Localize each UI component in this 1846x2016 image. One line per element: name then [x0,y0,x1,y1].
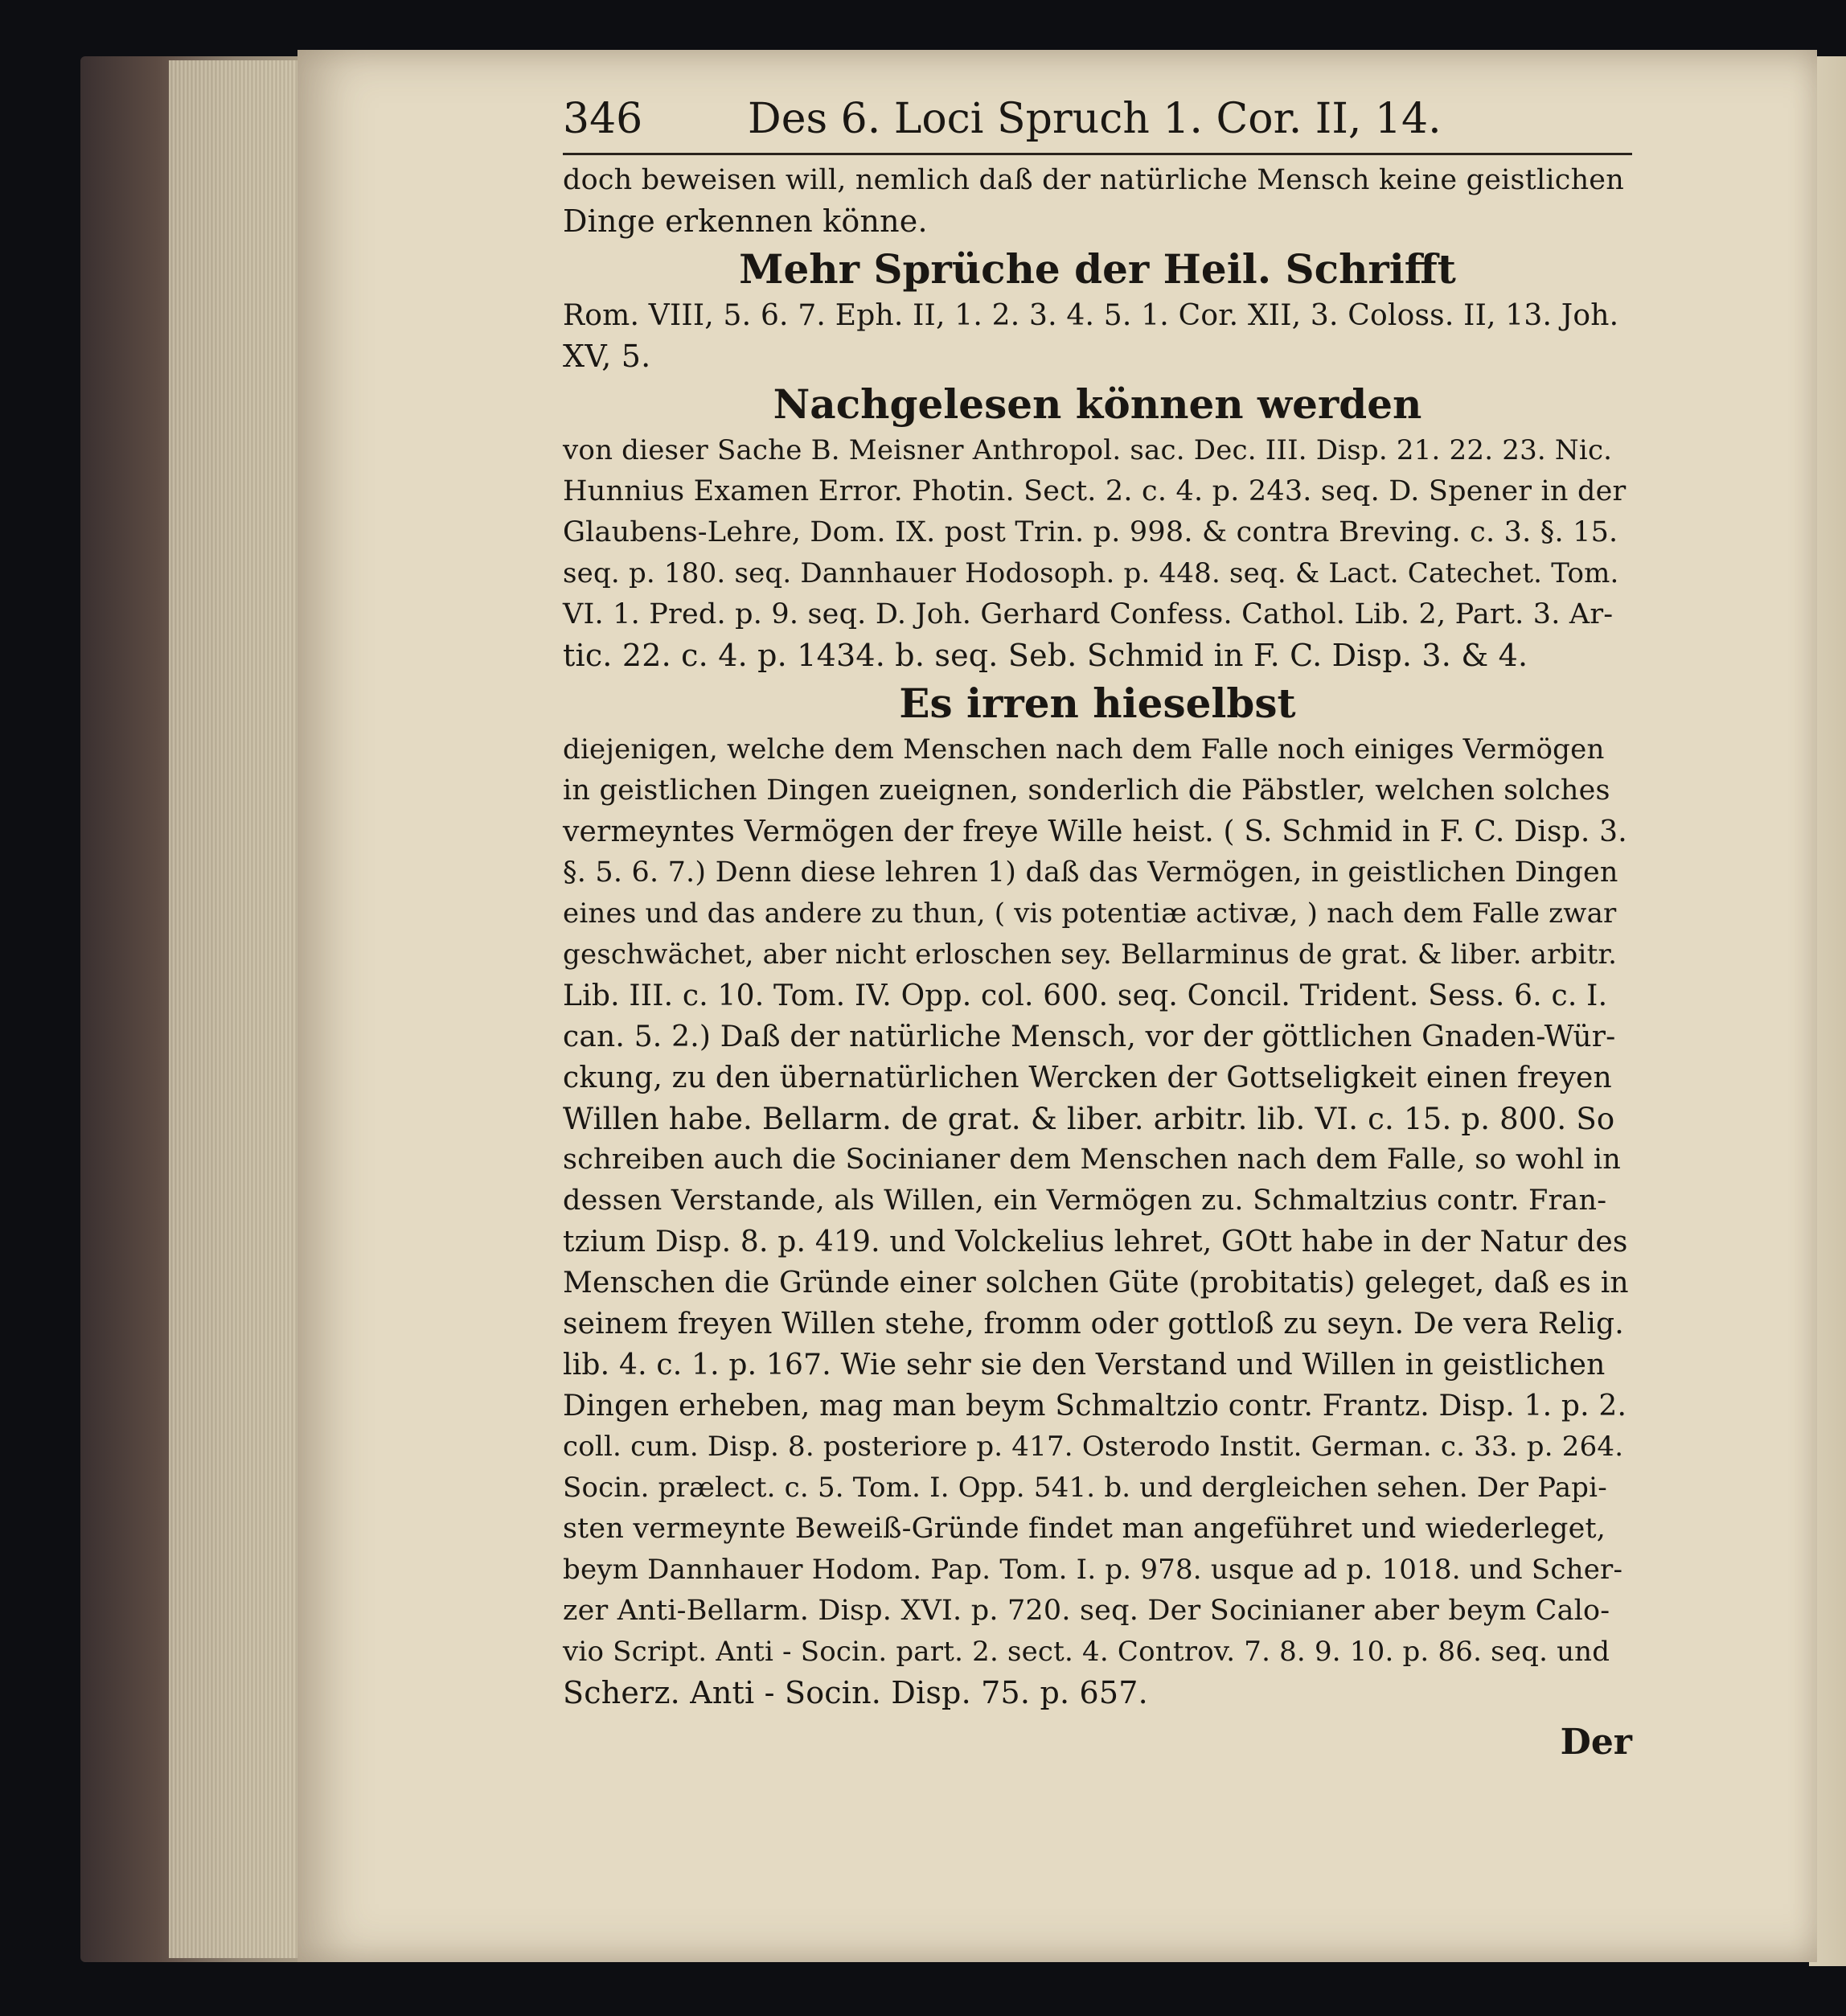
text-line: Dinge erkennen könne. [563,203,928,239]
text-line: §. 5. 6. 7.) Denn diese lehren 1) daß das Vermögen, in geistlichen Dingen [563,856,1618,889]
page-header [563,95,1632,155]
text-line: eines und das andere zu thun, ( vis potentiæ activæ, ) nach dem Falle zwar [563,897,1617,930]
text-line: schreiben auch die Socinianer dem Menschen nach dem Falle, so wohl in [563,1143,1622,1176]
text-line: Hunnius Examen Error. Photin. Sect. 2. c. 4. p. 243. seq. D. Spener in der [563,475,1627,507]
text-line: XV, 5. [563,339,651,374]
catchword: Der [1560,1722,1632,1763]
text-line: doch beweisen will, nemlich daß der natürliche Mensch keine geistlichen [563,164,1624,196]
text-line: sten vermeynte Beweiß-Gründe findet man angeführet und wiederleget, [563,1513,1606,1545]
text-line: ckung, zu den übernatürlichen Wercken der Gottseligkeit einen freyen [563,1061,1612,1094]
page-stack [169,60,297,1958]
text-line: dessen Verstande, als Willen, ein Vermögen zu. Schmaltzius contr. Fran- [563,1185,1607,1217]
text-line: tzium Disp. 8. p. 419. und Volckelius lehret, GOtt habe in der Natur des [563,1226,1628,1258]
text-line: coll. cum. Disp. 8. posteriore p. 417. Osterodo Instit. German. c. 33. p. 264. [563,1431,1624,1463]
text-line: Menschen die Gründe einer solchen Güte (probitatis) geleget, daß es in [563,1267,1629,1300]
text-line: VI. 1. Pred. p. 9. seq. D. Joh. Gerhard Confess. Cathol. Lib. 2, Part. 3. Ar- [563,598,1614,630]
page-text-block [563,95,1632,1767]
text-line: Willen habe. Bellarm. de grat. & liber. arbitr. lib. VI. c. 15. p. 800. So [563,1102,1615,1136]
text-line: Scherz. Anti - Socin. Disp. 75. p. 657. [563,1675,1148,1710]
text-line: Socin. prælect. c. 5. Tom. I. Opp. 541. b. und dergleichen sehen. Der Papi- [563,1472,1607,1504]
text-line: lib. 4. c. 1. p. 167. Wie sehr sie den Verstand und Willen in geistlichen [563,1349,1606,1382]
text-line: zer Anti-Bellarm. Disp. XVI. p. 720. seq. Der Socinianer aber beym Calo- [563,1595,1610,1627]
text-line: Dingen erheben, mag man beym Schmaltzio contr. Frantz. Disp. 1. p. 2. [563,1390,1627,1423]
text-line: geschwächet, aber nicht erloschen sey. Bellarminus de grat. & liber. arbitr. [563,938,1618,971]
page-body [563,160,1632,1714]
text-line: diejenigen, welche dem Menschen nach dem Falle noch einiges Vermögen [563,733,1605,766]
text-line: beym Dannhauer Hodom. Pap. Tom. I. p. 978. usque ad p. 1018. und Scher- [563,1554,1623,1586]
text-line: seinem freyen Willen stehe, fromm oder gottloß zu seyn. De vera Relig. [563,1308,1624,1341]
text-line: in geistlichen Dingen zueignen, sonderlich die Päbstler, welchen solches [563,774,1610,807]
section-heading: Es irren hieselbst [899,680,1296,727]
text-line: Rom. VIII, 5. 6. 7. Eph. II, 1. 2. 3. 4. 5. 1. Cor. XII, 3. Coloss. II, 13. Joh. [563,299,1619,332]
text-line: Lib. III. c. 10. Tom. IV. Opp. col. 600. seq. Concil. Trident. Sess. 6. c. I. [563,979,1608,1012]
text-line: vio Script. Anti - Socin. part. 2. sect. 4. Controv. 7. 8. 9. 10. p. 86. seq. und [563,1636,1610,1668]
text-line: can. 5. 2.) Daß der natürliche Mensch, vor der göttlichen Gnaden-Wür- [563,1020,1616,1053]
text-line: Glaubens-Lehre, Dom. IX. post Trin. p. 998. & contra Breving. c. 3. §. 15. [563,516,1618,548]
text-line: von dieser Sache B. Meisner Anthropol. sac. Dec. III. Disp. 21. 22. 23. Nic. [563,434,1613,466]
section-heading: Mehr Sprüche der Heil. Schrifft [739,245,1456,293]
text-line: seq. p. 180. seq. Dannhauer Hodosoph. p. 448. seq. & Lact. Catechet. Tom. [563,557,1619,589]
page-number: 346 [563,95,643,143]
text-line: vermeyntes Vermögen der freye Wille heist. ( S. Schmid in F. C. Disp. 3. [563,815,1627,848]
text-line: tic. 22. c. 4. p. 1434. b. seq. Seb. Schmid in F. C. Disp. 3. & 4. [563,638,1528,673]
section-heading: Nachgelesen können werden [773,380,1422,428]
running-head: Des 6. Loci Spruch 1. Cor. II, 14. [748,95,1442,143]
